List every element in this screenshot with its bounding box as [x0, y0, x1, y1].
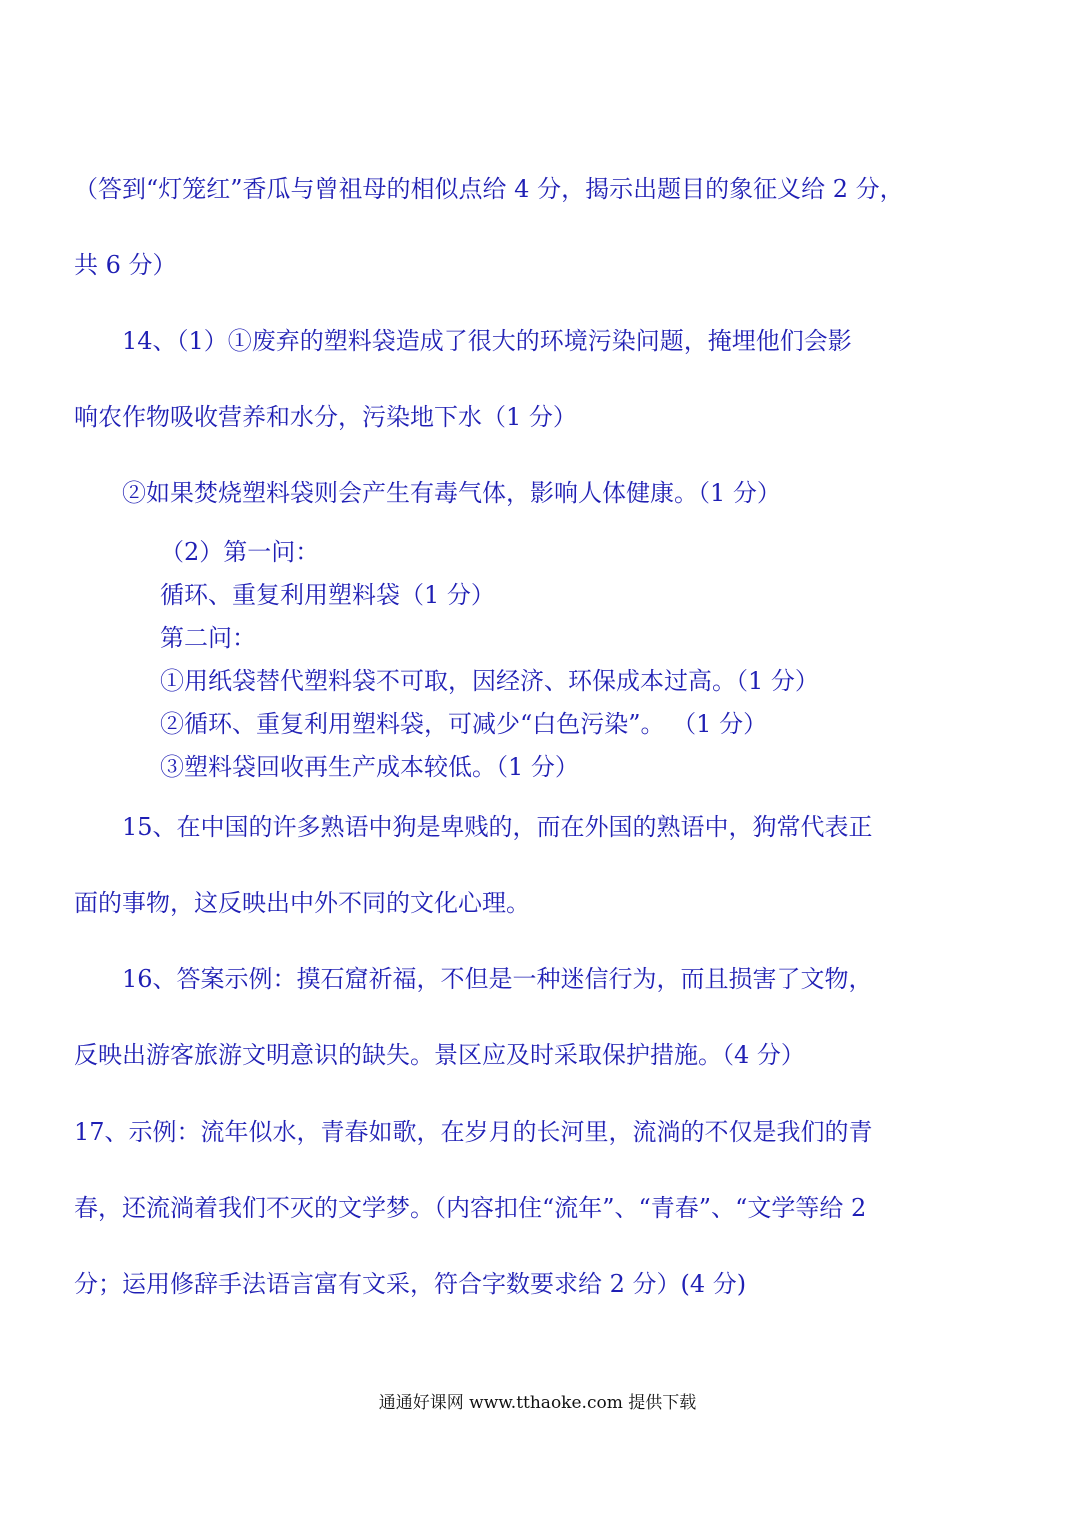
- answer-14-part2-q2-a: ①用纸袋替代塑料袋不可取，因经济、环保成本过高。（1 分）: [160, 667, 819, 695]
- answer-14-part1-a-cont: 响农作物吸收营养和水分，污染地下水（1 分）: [74, 403, 577, 431]
- answer-14-part1-a: 14、（1）①废弃的塑料袋造成了很大的环境污染问题，掩埋他们会影: [122, 327, 852, 355]
- answer-14-part1-b: ②如果焚烧塑料袋则会产生有毒气体，影响人体健康。（1 分）: [122, 479, 781, 507]
- footer-source: 通通好课网 www.tthaoke.com 提供下载: [378, 1393, 697, 1413]
- answer-17-scoring: 分；运用修辞手法语言富有文采，符合字数要求给 2 分）(4 分): [74, 1270, 747, 1298]
- answer-line-13-total: 共 6 分）: [74, 251, 177, 279]
- answer-14-part2-q1: 循环、重复利用塑料袋（1 分）: [160, 581, 495, 609]
- answer-17-cont: 春，还流淌着我们不灭的文学梦。（内容扣住“流年”、“青春”、“文学等给 2: [74, 1194, 867, 1222]
- answer-15: 15、在中国的许多熟语中狗是卑贱的，而在外国的熟语中，狗常代表正: [122, 813, 873, 841]
- answer-line-13-scoring: （答到“灯笼红”香瓜与曾祖母的相似点给 4 分，揭示出题目的象征义给 2 分，: [74, 175, 904, 203]
- answer-14-part2-q2-heading: 第二问：: [160, 624, 256, 652]
- answer-14-part2-q2-b: ②循环、重复利用塑料袋，可减少“白色污染”。 （1 分）: [160, 710, 768, 738]
- answer-16: 16、答案示例：摸石窟祈福，不但是一种迷信行为，而且损害了文物，: [122, 965, 873, 993]
- answer-16-cont: 反映出游客旅游文明意识的缺失。景区应及时采取保护措施。（4 分）: [74, 1041, 805, 1069]
- answer-17: 17、示例：流年似水，青春如歌，在岁月的长河里，流淌的不仅是我们的青: [74, 1118, 873, 1146]
- answer-15-cont: 面的事物，这反映出中外不同的文化心理。: [74, 889, 530, 917]
- answer-14-part2-q2-c: ③塑料袋回收再生产成本较低。（1 分）: [160, 753, 579, 781]
- answer-14-part2-heading: （2）第一问：: [160, 538, 320, 566]
